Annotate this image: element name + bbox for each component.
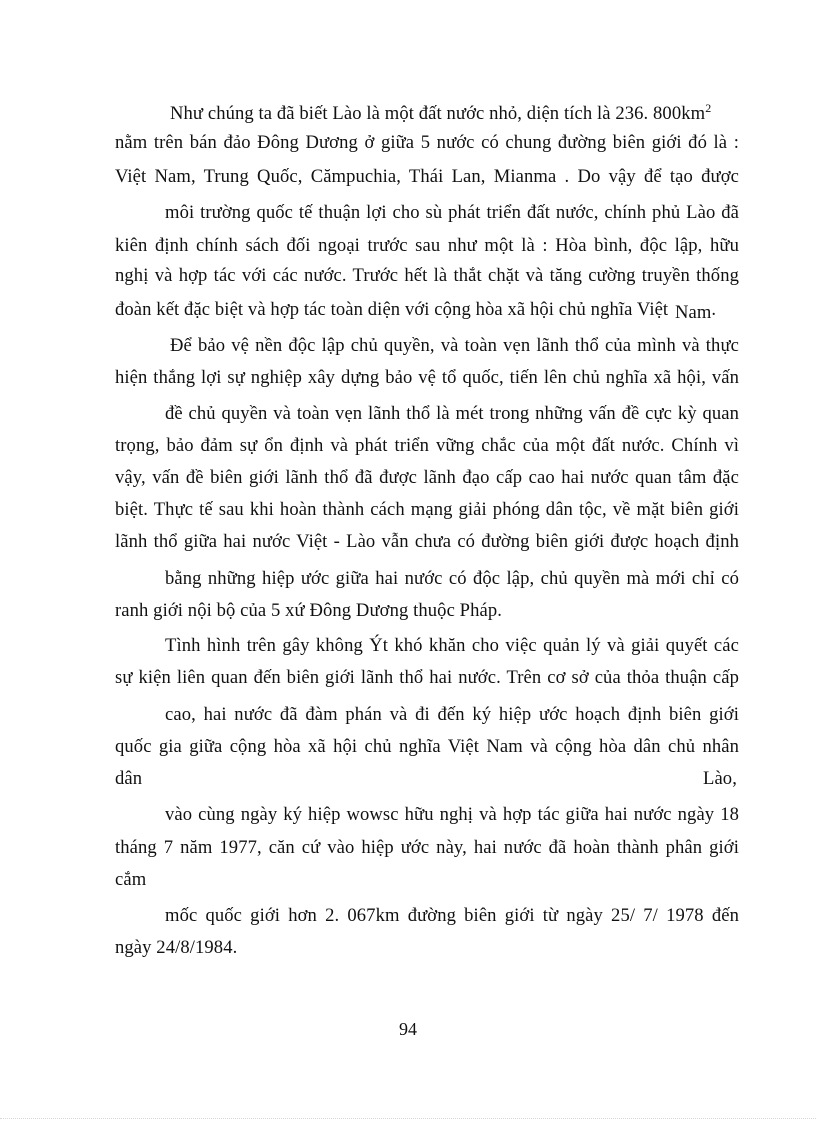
text-line: mốc quốc giới hơn 2. 067km đường biên giới từ ngày 25/ 7/ 1978 đến bbox=[165, 905, 739, 926]
page-bottom-divider bbox=[0, 1118, 816, 1119]
text-line: cắm bbox=[115, 869, 147, 890]
text-line: đoàn kết đặc biệt và hợp tác toàn diện với cộng hòa xã hội chủ nghĩa Việt Nam. bbox=[115, 299, 717, 323]
text-line: tháng 7 năm 1977, căn cứ vào hiệp ước này, hai nước đã hoàn thành phân giới bbox=[115, 837, 739, 858]
text-line: môi trường quốc tế thuận lợi cho sù phát triển đất nước, chính phủ Lào đã bbox=[165, 202, 739, 223]
text-line: nằm trên bán đảo Đông Dương ở giữa 5 nước có chung đường biên giới đó là : bbox=[115, 132, 739, 153]
text-line: ngày 24/8/1984. bbox=[115, 937, 238, 958]
text-line: Lào, bbox=[703, 768, 737, 789]
text-line: ranh giới nội bộ của 5 xứ Đông Dương thuộc Pháp. bbox=[115, 600, 503, 621]
text-line: trọng, bảo đảm sự ổn định và phát triển vững chắc của một đất nước. Chính vì bbox=[115, 435, 739, 456]
text-line: kiên định chính sách đối ngoại trước sau như một là : Hòa bình, độc lập, hữu bbox=[115, 235, 739, 256]
text-line: Như chúng ta đã biết Lào là một đất nước nhỏ, diện tích là 236. $800km^2$ bbox=[170, 101, 712, 124]
text-line: nghị và hợp tác với các nước. Trước hết là thắt chặt và tăng cường truyền thống bbox=[115, 265, 739, 286]
text-line: vậy, vấn đề biên giới lãnh thổ đã được lãnh đạo cấp cao hai nước quan tâm đặc bbox=[115, 467, 739, 488]
line-tail-nam: Nam bbox=[674, 302, 712, 323]
text-line: vào cùng ngày ký hiệp wowsc hữu nghị và hợp tác giữa hai nước ngày 18 bbox=[165, 804, 739, 825]
text-line: bằng những hiệp ước giữa hai nước có độc lập, chủ quyền mà mới chỉ có bbox=[165, 568, 739, 589]
text-line: biệt. Thực tế sau khi hoàn thành cách mạng giải phóng dân tộc, về mặt biên giới bbox=[115, 499, 739, 520]
text-line: lãnh thổ giữa hai nước Việt - Lào vẫn chưa có đường biên giới được hoạch định bbox=[115, 531, 739, 552]
text-line: đề chủ quyền và toàn vẹn lãnh thổ là mét trong những vấn đề cực kỳ quan bbox=[165, 403, 739, 424]
page-number: 94 bbox=[399, 1019, 417, 1039]
text-line: sự kiện liên quan đến biên giới lãnh thổ hai nước. Trên cơ sở của thỏa thuận cấp bbox=[115, 667, 739, 688]
text-line: hiện thắng lợi sự nghiệp xây dựng bảo vệ tổ quốc, tiến lên chủ nghĩa xã hội, vấn bbox=[115, 367, 739, 388]
text-line: dân bbox=[115, 768, 143, 789]
text-line: Tình hình trên gây không Ýt khó khăn cho việc quản lý và giải quyết các bbox=[165, 635, 739, 656]
superscript: 2 bbox=[705, 101, 712, 115]
text-line: Việt Nam, Trung Quốc, Cămpuchia, Thái Lan, Mianma . Do vậy để tạo được bbox=[115, 166, 739, 187]
text-line: Để bảo vệ nền độc lập chủ quyền, và toàn vẹn lãnh thổ của mình và thực bbox=[170, 335, 739, 356]
text-line: quốc gia giữa cộng hòa xã hội chủ nghĩa Việt Nam và cộng hòa dân chủ nhân bbox=[115, 736, 739, 757]
text-line: cao, hai nước đã đàm phán và đi đến ký hiệp ước hoạch định biên giới bbox=[165, 704, 739, 725]
